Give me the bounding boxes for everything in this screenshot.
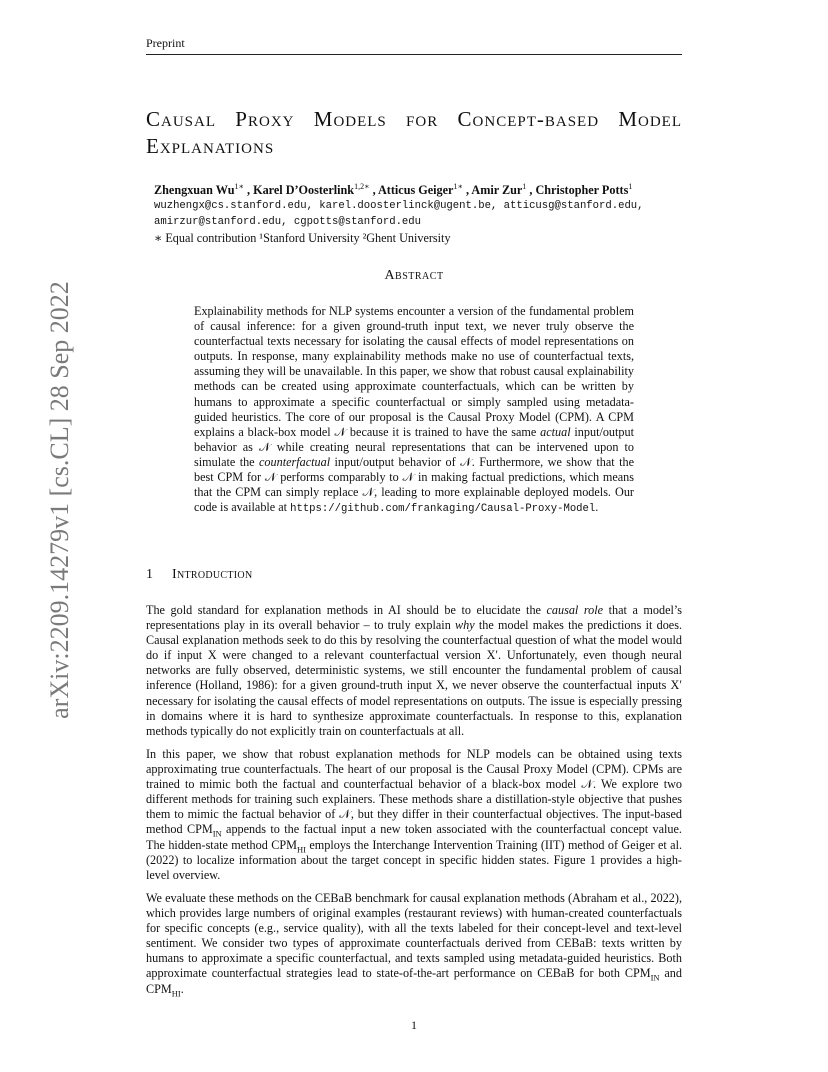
code-url-link[interactable]: https://github.com/frankaging/Causal-Proxy-Model	[290, 503, 596, 516]
paragraph-emphasis: why	[455, 618, 475, 633]
section-number: 1	[146, 567, 154, 582]
author-affil-mark: 1∗	[234, 181, 244, 191]
subscript: HI	[171, 988, 181, 998]
abstract-segment: .	[595, 500, 599, 515]
subscript: IN	[212, 828, 222, 839]
paragraph-segment: that a model’s representations play in its overall behavior – to truly explain	[146, 603, 683, 633]
running-head-text: Preprint	[146, 36, 185, 50]
paragraph-segment: The gold standard for explanation methods in AI should be to elucidate the	[146, 603, 547, 617]
author-emails-line2: amirzur@stanford.edu, cgpotts@stanford.edu	[154, 216, 422, 228]
author-affil-mark: 1∗	[453, 181, 463, 191]
abstract-segment: Explainability methods for NLP systems encounter a version of the fundamental problem of causal inference: for a given ground-truth input text, we never truly observe the counterfactual texts necessary for isolating the causal effects of model representations on outputs. In response, many explainability methods make no use of counterfactual texts, assuming they will be unavailable. In this paper, we show that robust causal explainability methods can be created using approximate counterfactuals, which can be written by humans to approximate a specific counterfactual or simply sampled using metadata-guided heuristics. The core of our proposal is the Causal Proxy Model (CPM). A CPM explains a black-box model 𝒩 because it is trained to have the same	[194, 304, 634, 439]
author-name: Karel D’Oosterlink	[253, 183, 355, 197]
author-affil-mark: 1,2∗	[354, 181, 370, 191]
paragraph-segment: employs the Interchange Intervention Training (IIT) method of Geiger et al. (2022) to localize information about the target concept in specific hidden states. Figure 1 provides a high-level overview.	[146, 837, 682, 882]
subscript: HI	[296, 844, 306, 854]
page-number: 1	[411, 1018, 417, 1032]
intro-paragraph-2	[146, 747, 682, 883]
author-names: Zhengxuan $Wu^{1∗}$ , Karel D’Oosterlink$^{1,2∗}$ , Atticus Geiger$^{1∗}$ , Amir Zur$^1$ , Christopher Potts$^1$	[154, 181, 633, 197]
section-title: Introduction	[172, 567, 253, 582]
paragraph-segment: appends to the factual input a new token associated with the counterfactual concept value. The hidden-state method CPM	[146, 822, 682, 852]
author-affiliations: ∗ Equal contribution ¹Stanford University ²Ghent University	[154, 231, 451, 245]
paragraph-segment: We evaluate these methods on the CEBaB benchmark for causal explanation methods (Abraham et al., 2022), which provides large numbers of original examples (restaurant reviews) with human-created counterfactuals for specific concepts (e.g., service quality), with all the texts labeled for their concept-level and text-level sentiment. We consider two types of approximate counterfactuals derived from CEBaB: texts written by humans to approximate a specific counterfactual, and texts sampled using metadata-guided heuristics. Both approximate counterfactual strategies lead to state-of-the-art performance on CEBaB for both CPM	[146, 891, 682, 981]
intro-paragraph-3	[146, 891, 682, 997]
abstract-text	[194, 304, 634, 517]
author-emails-line1: wuzhengx@cs.stanford.edu, karel.doosterlinck@ugent.be, atticusg@stanford.edu,	[154, 200, 644, 212]
author-affil-mark: 1	[628, 181, 633, 191]
abstract-heading: Abstract	[384, 268, 444, 283]
author-name: Zhengxuan Wu	[154, 183, 235, 197]
arxiv-stamp	[40, 281, 80, 719]
author-block	[154, 182, 684, 246]
paragraph-emphasis: causal role	[546, 603, 604, 617]
paragraph-segment: and CPM	[146, 966, 682, 996]
abstract-segment: input/output behavior as 𝒩 while creating neural representations that can be intervened upon to simulate the	[194, 424, 634, 469]
section-heading-introduction	[146, 567, 252, 583]
subscript: IN	[650, 972, 660, 983]
abstract-emphasis: counterfactual	[259, 454, 331, 469]
author-name: Atticus Geiger	[378, 183, 454, 197]
author-affil-mark: 1	[522, 181, 527, 191]
author-name: Christopher Potts	[535, 183, 629, 197]
paragraph-segment: .	[180, 981, 184, 996]
paper-title: Causal Proxy Models for Concept-based Model Explanations	[146, 107, 682, 158]
abstract-emphasis: actual	[540, 424, 571, 439]
paragraph-segment: In this paper, we show that robust explanation methods for NLP models can be obtained using texts approximating true counterfactuals. The heart of our proposal is the Causal Proxy Model (CPM). CPMs are trained to mimic both the factual and counterfactual behavior of a black-box model 𝒩. We explore two different methods for training such explainers. These methods share a distillation-style objective that pushes them to mimic the factual behavior of 𝒩, but they differ in their counterfactual objectives. The input-based method CPM	[146, 747, 682, 837]
paragraph-segment: the model makes the predictions it does. Causal explanation methods seek to do this by resolving the counterfactual question of what the model would do if input X were changed to a relevant counterfactual version X′. Unfortunately, even though neural networks are fully observed, deterministic systems, we still encounter the fundamental problem of causal inference (Holland, 1986): for a given ground-truth input X, we never observe the counterfactual inputs X′ necessary for isolating the causal effects of model representations on outputs. The issue is especially pressing in domains where it is hard to synthesize approximate counterfactuals. In response to this, explanation methods typically do not explicitly train on counterfactuals at all.	[146, 618, 682, 738]
arxiv-stamp-text: arXiv:2209.14279v1 [cs.CL] 28 Sep 2022	[45, 281, 74, 719]
author-name: Amir Zur	[471, 183, 523, 197]
abstract-segment: input/output behavior of 𝒩. Furthermore, we show that the best CPM for 𝒩 performs comparably to 𝒩 in making factual predictions, which means that the CPM can simply replace 𝒩, leading to more explainable deployed models. Our code is available at	[194, 454, 634, 515]
running-header	[146, 36, 682, 55]
intro-paragraph-1	[146, 603, 682, 739]
